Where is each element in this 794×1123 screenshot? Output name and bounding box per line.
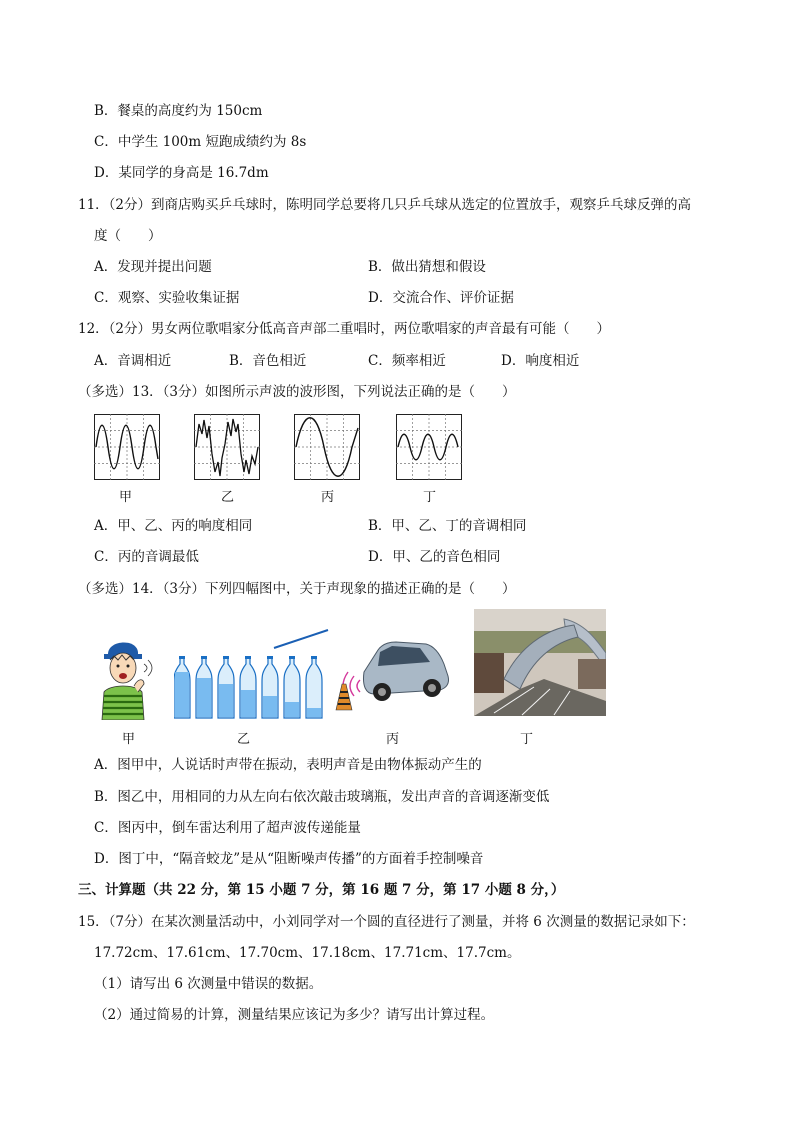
q15-stem: 15．（7分）在某次测量活动中，小刘同学对一个圆的直径进行了测量，并将 6 次测量的数据记录如下：	[78, 914, 695, 930]
q11-stem-line1: 11．（2分）到商店购买乒乓球时，陈明同学总要将几只乒乓球从选定的位置放手，观察乒乓球反弹的高	[78, 197, 692, 213]
q10-option-d: D．某同学的身高是 16.7dm	[94, 165, 269, 181]
q15-sub1: （1）请写出 6 次测量中错误的数据。	[94, 976, 323, 992]
waveform-jia	[94, 414, 160, 480]
q12-option-a: A．音调相近	[94, 353, 172, 369]
waveform-ding	[396, 414, 462, 480]
fig-caption-yi: 乙	[237, 732, 251, 747]
q15-sub2: （2）通过简易的计算，测量结果应该记为多少？请写出计算过程。	[94, 1007, 495, 1023]
sound-barrier-tunnel-photo	[474, 609, 606, 716]
q14-option-d: D．图丁中，“隔音蛟龙”是从“阻断噪声传播”的方面着手控制噪音	[94, 851, 484, 867]
wave-caption-yi: 乙	[221, 490, 235, 505]
q14-option-a: A．图甲中，人说话时声带在振动，表明声音是由物体振动产生的	[94, 757, 482, 773]
q13-option-c: C．丙的音调最低	[94, 549, 199, 565]
reversing-car-radar-illustration	[334, 636, 452, 714]
q11-stem-line2: 度（ ）	[94, 228, 162, 244]
fig-caption-bing: 丙	[386, 732, 400, 747]
q12-stem: 12．（2分）男女两位歌唱家分低高音声部二重唱时，两位歌唱家的声音最有可能（ ）	[78, 321, 611, 337]
q15-data: 17.72cm、17.61cm、17.70cm、17.18cm、17.71cm、17.7cm。	[94, 945, 521, 961]
q14-option-c: C．图丙中，倒车雷达利用了超声波传递能量	[94, 820, 361, 836]
wave-caption-bing: 丙	[321, 490, 335, 505]
q11-option-a: A．发现并提出问题	[94, 259, 212, 275]
q11-option-b: B．做出猜想和假设	[368, 259, 486, 275]
q11-option-d: D．交流合作、评价证据	[368, 290, 514, 306]
q13-option-d: D．甲、乙的音色相同	[368, 549, 501, 565]
q12-option-c: C．频率相近	[368, 353, 446, 369]
q14-option-b: B．图乙中，用相同的力从左向右依次敲击玻璃瓶，发出声音的音调逐渐变低	[94, 789, 550, 805]
wave-caption-jia: 甲	[119, 490, 133, 505]
q13-stem: （多选）13．（3分）如图所示声波的波形图，下列说法正确的是（ ）	[78, 384, 516, 400]
fig-caption-ding: 丁	[520, 732, 534, 747]
q10-option-c: C．中学生 100m 短跑成绩约为 8s	[94, 134, 307, 150]
q11-option-c: C．观察、实验收集证据	[94, 290, 240, 306]
waveform-yi	[194, 414, 260, 480]
q14-stem: （多选）14．（3分）下列四幅图中，关于声现象的描述正确的是（ ）	[78, 581, 516, 597]
q12-option-b: B．音色相近	[229, 353, 307, 369]
q10-option-b: B．餐桌的高度约为 150cm	[94, 103, 263, 119]
talking-boy-illustration	[94, 636, 160, 720]
glass-bottles-illustration	[174, 626, 330, 720]
q13-option-a: A．甲、乙、丙的响度相同	[94, 518, 253, 534]
waveform-bing	[294, 414, 360, 480]
q13-option-b: B．甲、乙、丁的音调相同	[368, 518, 527, 534]
section-3-title: 三、计算题（共 22 分，第 15 小题 7 分，第 16 题 7 分，第 17 小题 8 分，）	[78, 882, 565, 898]
fig-caption-jia: 甲	[122, 732, 136, 747]
q12-option-d: D．响度相近	[501, 353, 580, 369]
wave-caption-ding: 丁	[423, 490, 437, 505]
